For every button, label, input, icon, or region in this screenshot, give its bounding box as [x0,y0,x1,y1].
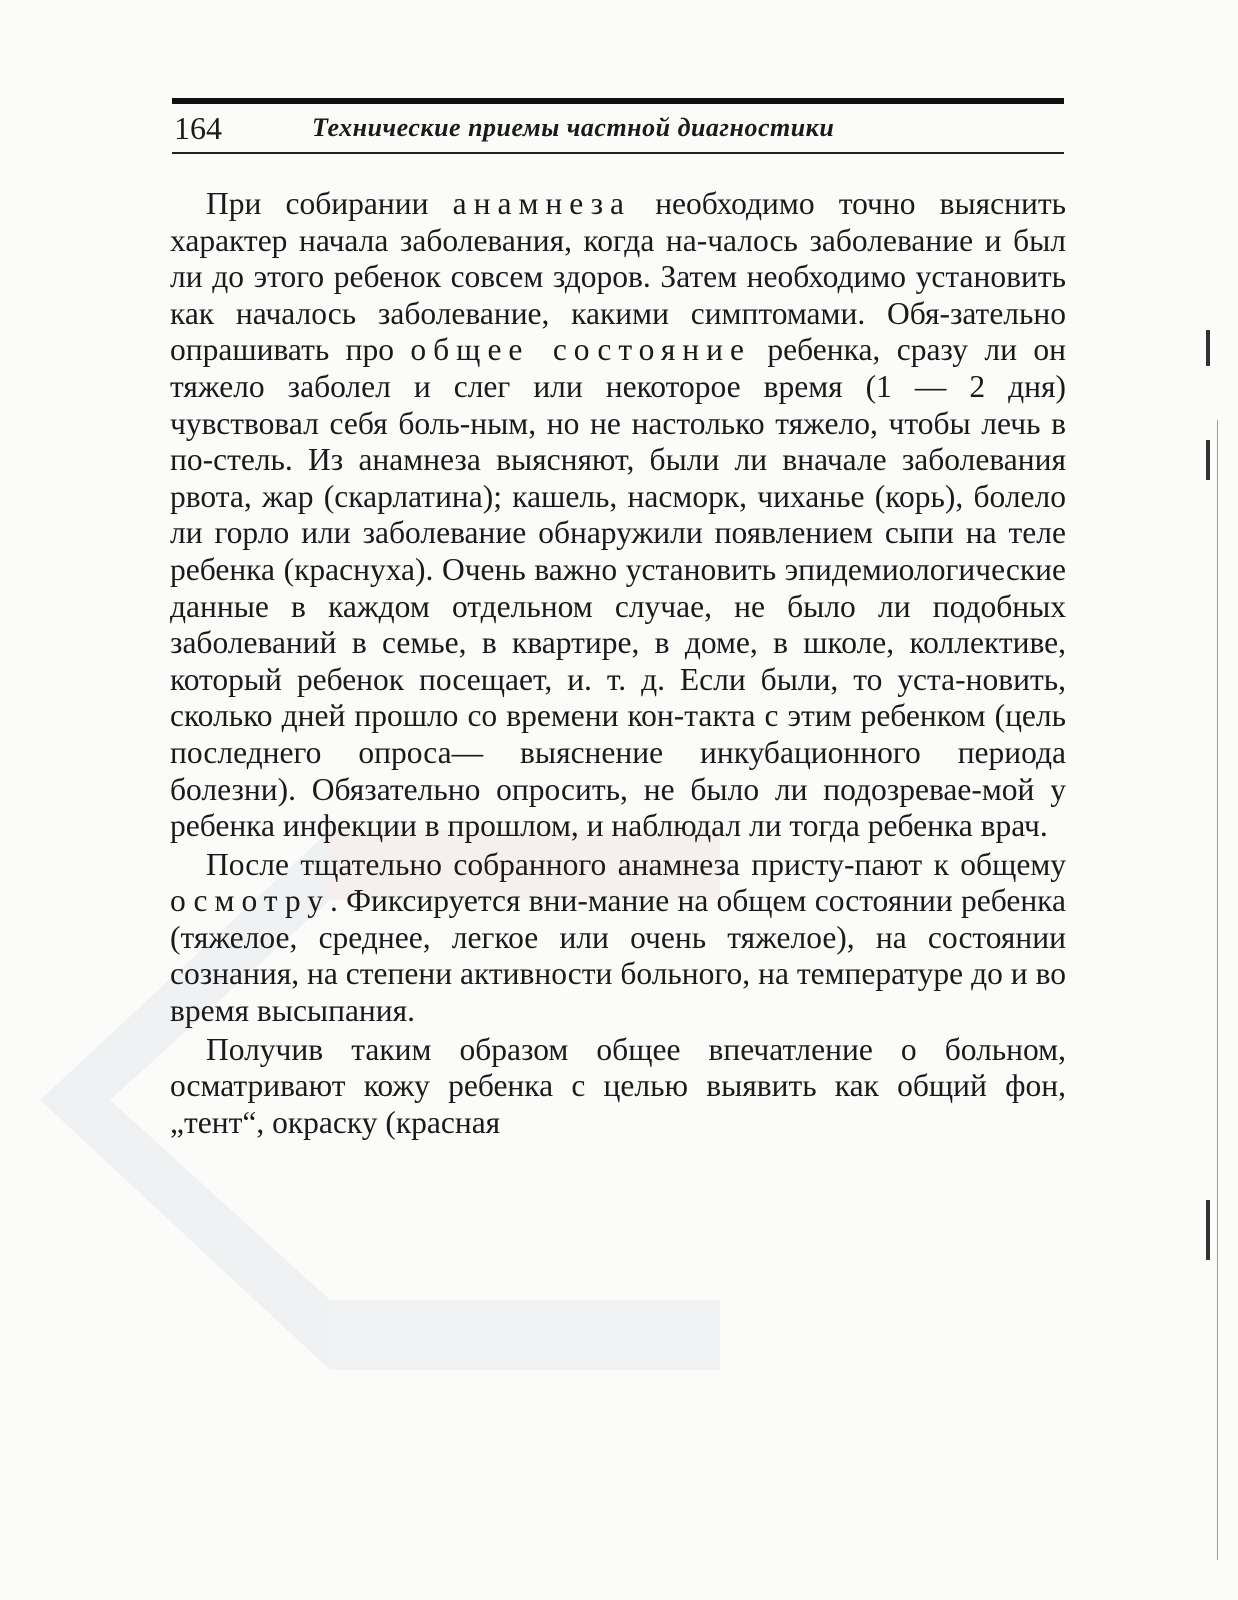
scan-edge-mark [1206,440,1210,480]
paragraph-1: При собирании анамнеза необходимо точно выяснить характер начала заболевания, когда на-чалось заболевание и был ли до этого ребенок совсем здоров. Затем необходимо установить как началось заболевание, какими симптомами. Обя-зательно опрашивать про общее состояние ребенка, сразу ли он тяжело заболел и слег или некоторое время (1 — 2 дня) чувствовал себя боль-ным, но не настолько тяжело, чтобы лечь в по-стель. Из анамнеза выясняют, были ли вначале заболевания рвота, жар (скарлатина); кашель, насморк, чиханье (корь), болело ли горло или заболевание обнаружили появлением сыпи на теле ребенка (краснуха). Очень важно установить эпидемиологические данные в каждом отдельном случае, не было ли подобных заболеваний в семье, в квартире, в доме, в школе, коллективе, который ребенок посещает, и. т. д. Если были, то уста-новить, сколько дней прошло со времени кон-такта с этим ребенком (цель последнего опроса— выяснение инкубационного периода болезни). Обязательно опросить, не было ли подозревае-мой у ребенка инфекции в прошлом, и наблюдал ли тогда ребенка врач. [170,186,1067,844]
scan-edge-mark [1206,330,1210,366]
body-text [170,186,1066,1141]
page-number: 164 [174,109,222,146]
header-rule-top [172,98,1064,104]
scan-edge-mark [1206,1200,1210,1260]
paragraph-2: После тщательно собранного анамнеза присту-пают к общему осмотру. Фиксируется вни-мание на общем состоянии ребенка (тяжелое, среднее, легкое или очень тяжелое), на состоянии сознания, на степени активности больного, на температуре до и во время высыпания. [170,846,1066,1029]
running-title: Технические приемы частной диагностики [312,113,835,142]
paragraph-3: Получив таким образом общее впечатление о больном, осматривают кожу ребенка с целью выявить как общий фон, „тент“, окраску (красная [170,1031,1066,1140]
header-rule-bottom [172,152,1064,154]
running-header [172,106,1064,150]
scan-edge-line [1217,420,1218,1560]
